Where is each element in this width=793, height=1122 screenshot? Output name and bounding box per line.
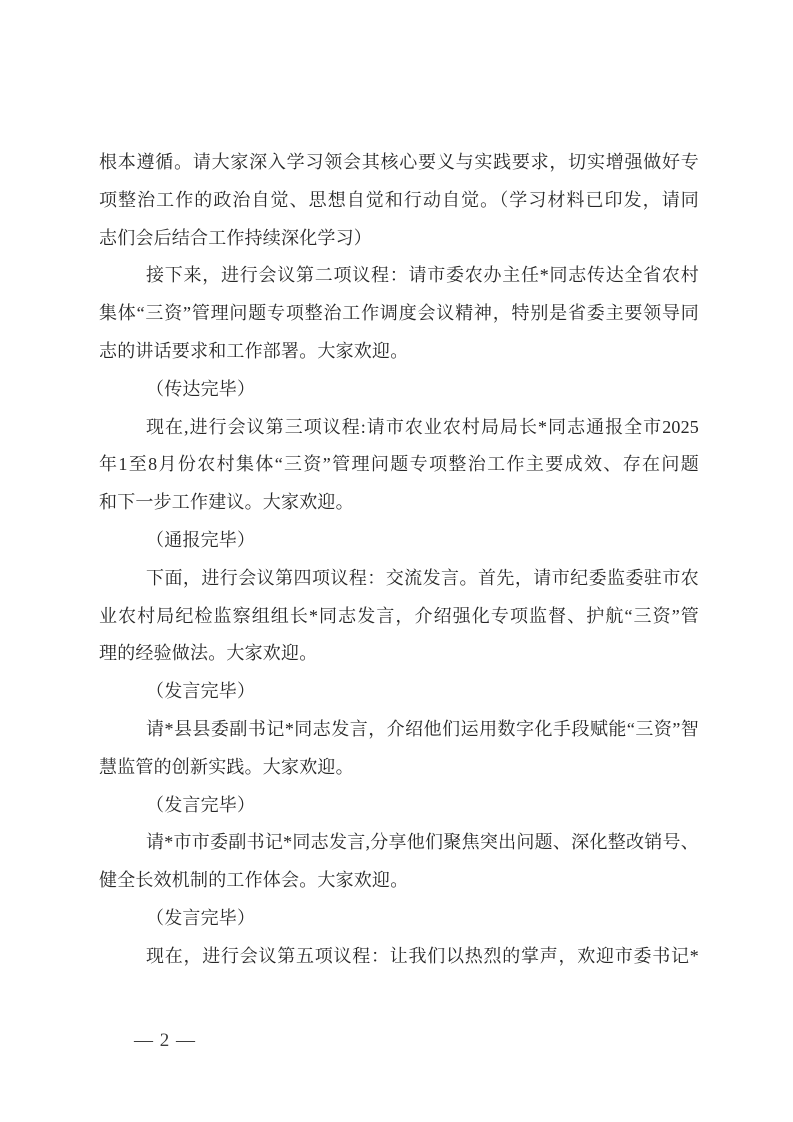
text-line: 下面，进行会议第四项议程：交流发言。首先，请市纪委监委驻市农	[146, 567, 699, 588]
text-line: 业农村局纪检监察组组长*同志发言，介绍强化专项监督、护航“三资”管	[99, 605, 699, 626]
text-line: 志们会后结合工作持续深化学习）	[99, 227, 372, 248]
text-line: （发言完毕）	[146, 794, 256, 815]
text-line: 请*县县委副书记*同志发言，介绍他们运用数字化手段赋能“三资”智	[146, 718, 699, 739]
text-line: 年1至8月份农村集体“三资”管理问题专项整治工作主要成效、存在问题	[99, 454, 699, 475]
text-line: 集体“三资”管理问题专项整治工作调度会议精神，特别是省委主要领导同	[99, 303, 699, 324]
text-line: 根本遵循。请大家深入学习领会其核心要义与实践要求，切实增强做好专	[99, 152, 699, 172]
text-line: 现在，进行会议第五项议程：让我们以热烈的掌声，欢迎市委书记*	[146, 945, 699, 966]
text-line: （通报完毕）	[146, 529, 256, 550]
page-number: — 2 —	[134, 1030, 196, 1051]
text-line: 慧监管的创新实践。大家欢迎。	[99, 756, 354, 777]
text-line: 健全长效机制的工作体会。大家欢迎。	[99, 870, 409, 891]
text-line: 理的经验做法。大家欢迎。	[99, 643, 318, 664]
text-line: （传达完毕）	[146, 378, 256, 399]
text-line: 和下一步工作建议。大家欢迎。	[99, 492, 354, 513]
text-line: 接下来，进行会议第二项议程：请市委农办主任*同志传达全省农村	[146, 265, 699, 286]
text-line: 志的讲话要求和工作部署。大家欢迎。	[99, 340, 409, 361]
text-line: 项整治工作的政治自觉、思想自觉和行动自觉。（学习材料已印发，请同	[99, 189, 699, 210]
document-body	[99, 144, 699, 976]
text-line: 请*市市委副书记*同志发言,分享他们聚焦突出问题、深化整改销号、	[146, 832, 699, 853]
text-line: （发言完毕）	[146, 681, 256, 702]
text-line: （发言完毕）	[146, 907, 256, 928]
text-line: 现在,进行会议第三项议程:请市农业农村局局长*同志通报全市2025	[146, 416, 699, 437]
